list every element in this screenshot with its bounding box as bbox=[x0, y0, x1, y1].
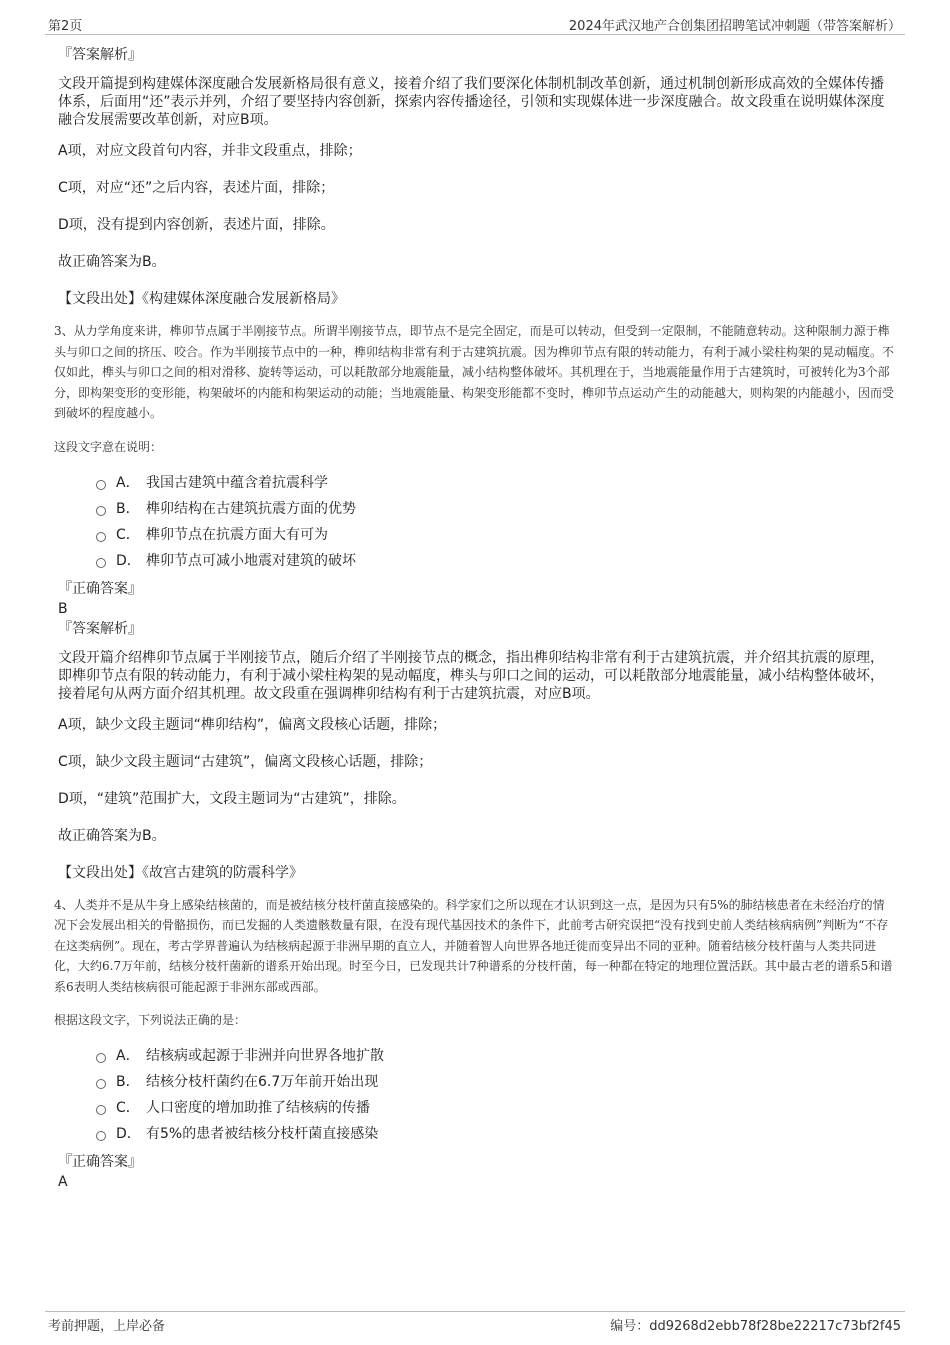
option-letter: A． bbox=[116, 474, 140, 491]
radio-icon[interactable] bbox=[96, 558, 106, 568]
page-content bbox=[54, 44, 894, 1191]
answer-label: 『正确答案』 bbox=[58, 1154, 142, 1170]
option-c[interactable] bbox=[96, 522, 894, 548]
option-text: 榫卯节点在抗震方面大有可为 bbox=[146, 526, 328, 543]
analysis-line: A项，缺少文段主题词“榫卯结构”，偏离文段核心话题，排除； bbox=[58, 716, 447, 733]
option-a[interactable] bbox=[96, 470, 894, 496]
radio-icon[interactable] bbox=[96, 1053, 106, 1063]
analysis-line: D项，没有提到内容创新，表述片面，排除。 bbox=[58, 217, 335, 233]
question-text: 3、从力学角度来讲，榫卯节点属于半刚接节点。所谓半刚接节点，即节点不是完全固定，而是可以转动，但受到一定限制，不能随意转动。这种限制力源于榫头与卯口之间的挤压、咬合。作为半刚接节点中的一种，榫卯结构非常有利于古建筑抗震。因为榫卯节点有限的转动能力，有利于减小梁柱构架的晃动幅度。不仅如此，榫头与卯口之间的相对滑移、旋转等运动，可以耗散部分地震能量，减小结构整体破坏。其机理在于，当地震能量作用于古建筑时，可被转化为3个部分，即构架变形的变形能，构架破坏的内能和构架运动的动能；当地震能量、构架变形能都不变时，榫卯节点运动产生的动能越大，则构架的内能越小，因而受到破坏的程度越小。 bbox=[54, 324, 895, 420]
option-letter: C． bbox=[116, 526, 140, 543]
option-letter: D． bbox=[116, 1126, 141, 1142]
source-citation: 【文段出处】《故宫古建筑的防震科学》 bbox=[58, 864, 303, 881]
radio-icon[interactable] bbox=[96, 1079, 106, 1089]
q2-analysis-section bbox=[54, 44, 894, 309]
option-letter: C． bbox=[116, 1100, 140, 1116]
radio-icon[interactable] bbox=[96, 1105, 106, 1115]
analysis-line: 故正确答案为B。 bbox=[58, 827, 166, 844]
analysis-line: D项，“建筑”范围扩大，文段主题词为“古建筑”，排除。 bbox=[58, 790, 406, 807]
answer-value: A bbox=[58, 1174, 68, 1190]
analysis-line: C项，对应“还”之后内容，表述片面，排除； bbox=[58, 180, 335, 196]
option-text: 榫卯节点可减小地震对建筑的破坏 bbox=[146, 552, 356, 569]
analysis-line: C项，缺少文段主题词“古建筑”，偏离文段核心话题，排除； bbox=[58, 753, 433, 770]
question-text: 4、人类并不是从牛身上感染结核菌的，而是被结核分枝杆菌直接感染的。科学家们之所以现在才认识到这一点，是因为只有5%的肺结核患者在未经治疗的情况下会发展出相关的骨骼损伤，而已发掘的人类遗骸数量有限，在没有现代基因技术的条件下，此前考古研究误把“没有找到史前人类结核病病例”判断为“不存在这类病例”。现在，考古学界普遍认为结核病起源于非洲早期的直立人，并随着智人向世界各地迁徙而变异出不同的亚种。随着结核分枝杆菌与人类共同进化，大约6.7万年前，结核分枝杆菌新的谱系开始出现。时至今日，已发现共计7种谱系的分枝杆菌，每一种都在特定的地理位置活跃。其中最古老的谱系5和谱系6表明人类结核病很可能起源于非洲东部或西部。 bbox=[54, 897, 893, 994]
radio-icon[interactable] bbox=[96, 1131, 106, 1141]
option-text: 结核分枝杆菌约在6.7万年前开始出现 bbox=[146, 1074, 379, 1090]
question-4 bbox=[54, 895, 894, 1192]
question-prompt: 这段文字意在说明： bbox=[54, 439, 163, 454]
option-d[interactable] bbox=[96, 548, 894, 574]
analysis-label: 『答案解析』 bbox=[58, 620, 142, 637]
analysis-text: 文段开篇介绍榫卯节点属于半刚接节点，随后介绍了半刚接节点的概念，指出榫卯结构非常有利于古建筑抗震，并介绍其抗震的原理，即榫卯节点有限的转动能力，有利于减小梁柱构架的晃动幅度，榫头与卯口之间的运动，可以耗散部分地震能量，减小结构整体破坏，接着尾句从两方面介绍其机理。故文段重在强调榫卯结构有利于古建筑抗震，对应B项。 bbox=[58, 649, 884, 702]
document-id: 编号：dd9268d2ebb78f28be22217c73bf2f45 bbox=[610, 1319, 901, 1334]
option-letter: D． bbox=[116, 552, 141, 569]
option-text: 有5%的患者被结核分枝杆菌直接感染 bbox=[146, 1126, 379, 1142]
option-list bbox=[96, 470, 894, 574]
option-d[interactable] bbox=[96, 1121, 894, 1147]
radio-icon[interactable] bbox=[96, 480, 106, 490]
radio-icon[interactable] bbox=[96, 532, 106, 542]
option-text: 榫卯结构在古建筑抗震方面的优势 bbox=[146, 500, 356, 517]
source-citation: 【文段出处】《构建媒体深度融合发展新格局》 bbox=[58, 291, 345, 307]
option-letter: A． bbox=[116, 1048, 140, 1064]
footer-slogan: 考前押题，上岸必备 bbox=[48, 1319, 166, 1334]
option-b[interactable] bbox=[96, 496, 894, 522]
analysis-line: A项，对应文段首句内容，并非文段重点，排除； bbox=[58, 143, 362, 159]
option-text: 结核病或起源于非洲并向世界各地扩散 bbox=[146, 1048, 384, 1064]
option-a[interactable] bbox=[96, 1043, 894, 1069]
radio-icon[interactable] bbox=[96, 506, 106, 516]
option-text: 人口密度的增加助推了结核病的传播 bbox=[146, 1100, 370, 1116]
page-number: 第2页 bbox=[48, 19, 83, 34]
option-text: 我国古建筑中蕴含着抗震科学 bbox=[146, 474, 328, 491]
answer-value: B bbox=[58, 600, 68, 617]
analysis-label: 『答案解析』 bbox=[58, 47, 142, 63]
answer-label: 『正确答案』 bbox=[58, 580, 142, 597]
option-list bbox=[96, 1043, 894, 1147]
page-header bbox=[45, 12, 905, 35]
document-title: 2024年武汉地产合创集团招聘笔试冲刺题（带答案解析） bbox=[568, 19, 901, 34]
question-3 bbox=[54, 321, 894, 883]
option-letter: B． bbox=[116, 500, 140, 517]
option-letter: B． bbox=[116, 1074, 140, 1090]
question-prompt: 根据这段文字，下列说法正确的是： bbox=[54, 1013, 247, 1027]
page-footer bbox=[45, 1311, 905, 1334]
analysis-line: 故正确答案为B。 bbox=[58, 254, 166, 270]
option-b[interactable] bbox=[96, 1069, 894, 1095]
analysis-text: 文段开篇提到构建媒体深度融合发展新格局很有意义，接着介绍了我们要深化体制机制改革创新，通过机制创新形成高效的全媒体传播体系，后面用“还”表示并列，介绍了要坚持内容创新，探索内容传播途径，引领和实现媒体进一步深度融合。故文段重在说明媒体深度融合发展需要改革创新，对应B项。 bbox=[58, 76, 885, 128]
option-c[interactable] bbox=[96, 1095, 894, 1121]
